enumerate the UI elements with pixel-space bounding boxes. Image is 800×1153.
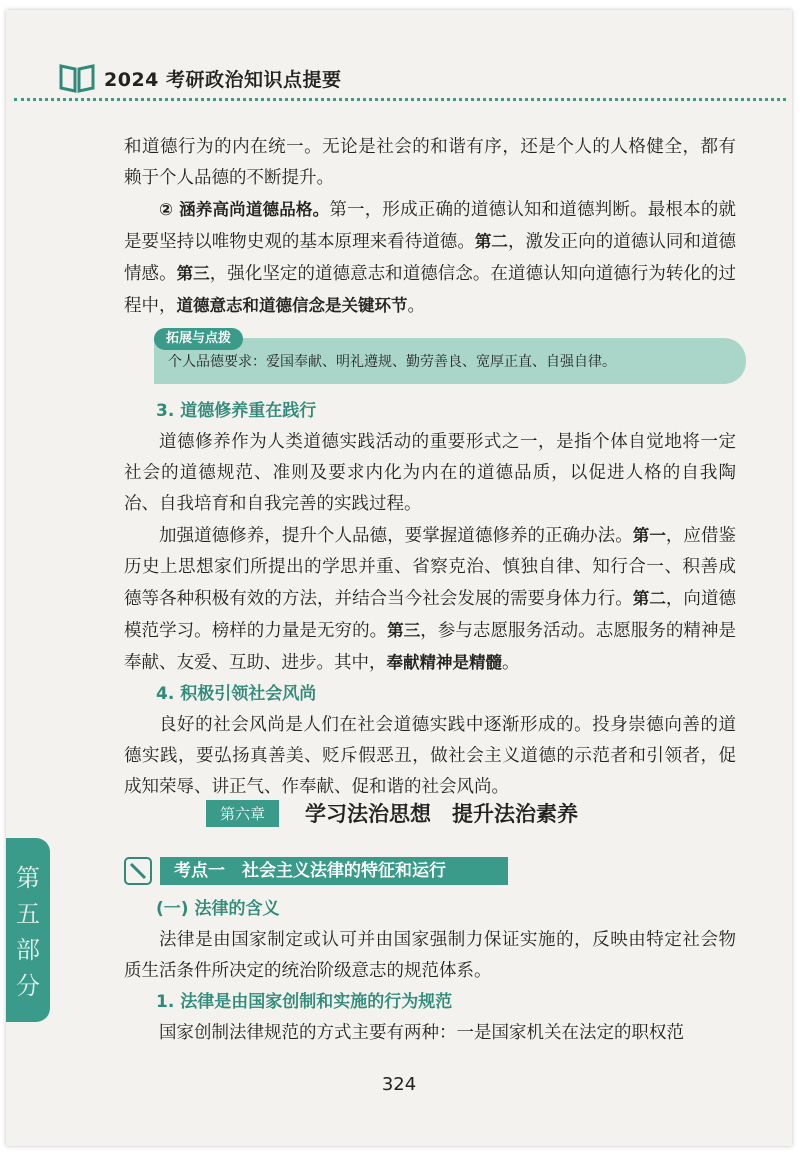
bold-run: 道德意志和道德信念是关键环节 <box>176 296 408 315</box>
section-heading: 4. 积极引领社会风尚 <box>156 684 317 704</box>
pencil-icon <box>124 857 152 885</box>
text-run: ，应借鉴历史上思想家们所提出的学思并重、省察克治、慎独自律、知行合一、积善成德等各种积极有效的方法，并结合当今社会发展的需要身体力行。 <box>124 526 736 609</box>
bold-run: 第二 <box>474 232 508 251</box>
bold-run: 奉献精神是精髓 <box>386 653 502 672</box>
bold-run: 第三 <box>176 264 210 283</box>
paragraph: 法律是由国家制定或认可并由国家强制力保证实施的，反映由特定社会物质生活条件所决定的统治阶级意志的规范体系。 <box>124 930 736 981</box>
text-run: 第一，形成正确的道德认知和道德判断。最根本的就是要坚持以唯物史观的基本原理来看待道德。 <box>124 200 737 252</box>
text-run: ，强化坚定的道德意志和道德信念。在道德认知向道德行为转化的过程中， <box>124 264 737 316</box>
tip-callout <box>124 328 746 386</box>
paragraph <box>124 194 736 322</box>
paragraph: 和道德行为的内在统一。无论是社会的和谐有序，还是个人的人格健全，都有赖于个人品德的不断提升。 <box>124 137 736 188</box>
paragraph: 良好的社会风尚是人们在社会道德实践中逐渐形成的。投身崇德向善的道德实践，要弘扬真善美、贬斥假恶丑，做社会主义道德的示范者和引领者，促成知荣辱、讲正气、作奉献、促和谐的社会风尚。 <box>124 715 736 797</box>
exam-point-label: 考点一 社会主义法律的特征和运行 <box>160 857 508 885</box>
paragraph-block-1 <box>124 132 736 322</box>
open-book-icon <box>58 62 96 94</box>
bold-run: 第三 <box>387 621 421 640</box>
side-char: 第 <box>16 864 40 892</box>
section-heading: 1. 法律是由国家创制和实施的行为规范 <box>156 992 453 1012</box>
bold-run: 第二 <box>632 589 666 608</box>
chapter-title: 学习法治思想 提升法治素养 <box>305 802 579 826</box>
bold-lead: 涵养高尚道德品格。 <box>173 200 330 219</box>
part-side-tab <box>6 838 50 1022</box>
text-run: ，参与志愿服务活动。志愿服务的精神是奉献、友爱、互助、进步。其中， <box>124 621 737 673</box>
text-run: ，向道德模范学习。榜样的力量是无穷的。 <box>124 589 737 641</box>
chapter-heading <box>206 798 578 828</box>
callout-tag: 拓展与点拨 <box>154 328 243 350</box>
running-header <box>58 60 342 96</box>
text-run: 加强道德修养，提升个人品德，要掌握道德修养的正确办法。 <box>159 526 633 546</box>
paragraph: 道德修养作为人类道德实践活动的重要形式之一，是指个体自觉地将一定社会的道德规范、准则及要求内化为内在的道德品质，以促进人格的自我陶冶、自我培育和自我完善的实践过程。 <box>124 432 736 514</box>
chapter-badge: 第六章 <box>206 800 279 827</box>
text-run: 。 <box>502 653 520 673</box>
paragraph-block-2 <box>124 396 736 803</box>
section-heading: 3. 道德修养重在践行 <box>156 401 317 421</box>
side-char: 分 <box>16 972 40 1000</box>
page-number: 324 <box>381 1074 417 1095</box>
exam-point-bar <box>124 856 508 886</box>
text-run: 。 <box>407 296 425 316</box>
paragraph: 国家创制法律规范的方式主要有两种：一是国家机关在法定的职权范 <box>159 1023 684 1043</box>
text-run: ，激发正向的道德认同和道德情感。 <box>124 232 737 284</box>
side-char: 五 <box>16 900 40 928</box>
side-char: 部 <box>16 936 40 964</box>
page <box>6 10 792 1146</box>
circled-number: ② <box>159 200 174 219</box>
paragraph <box>124 520 736 679</box>
header-divider <box>14 98 786 101</box>
bold-run: 第一 <box>632 526 666 545</box>
header-title: 2024 考研政治知识点提要 <box>104 68 342 91</box>
paragraph-block-3 <box>124 894 736 1049</box>
section-heading: (一) 法律的含义 <box>156 899 280 919</box>
callout-text: 个人品德要求：爱国奉献、明礼遵规、勤劳善良、宽厚正直、自强自律。 <box>168 354 616 370</box>
side-tab-text <box>14 860 42 1004</box>
